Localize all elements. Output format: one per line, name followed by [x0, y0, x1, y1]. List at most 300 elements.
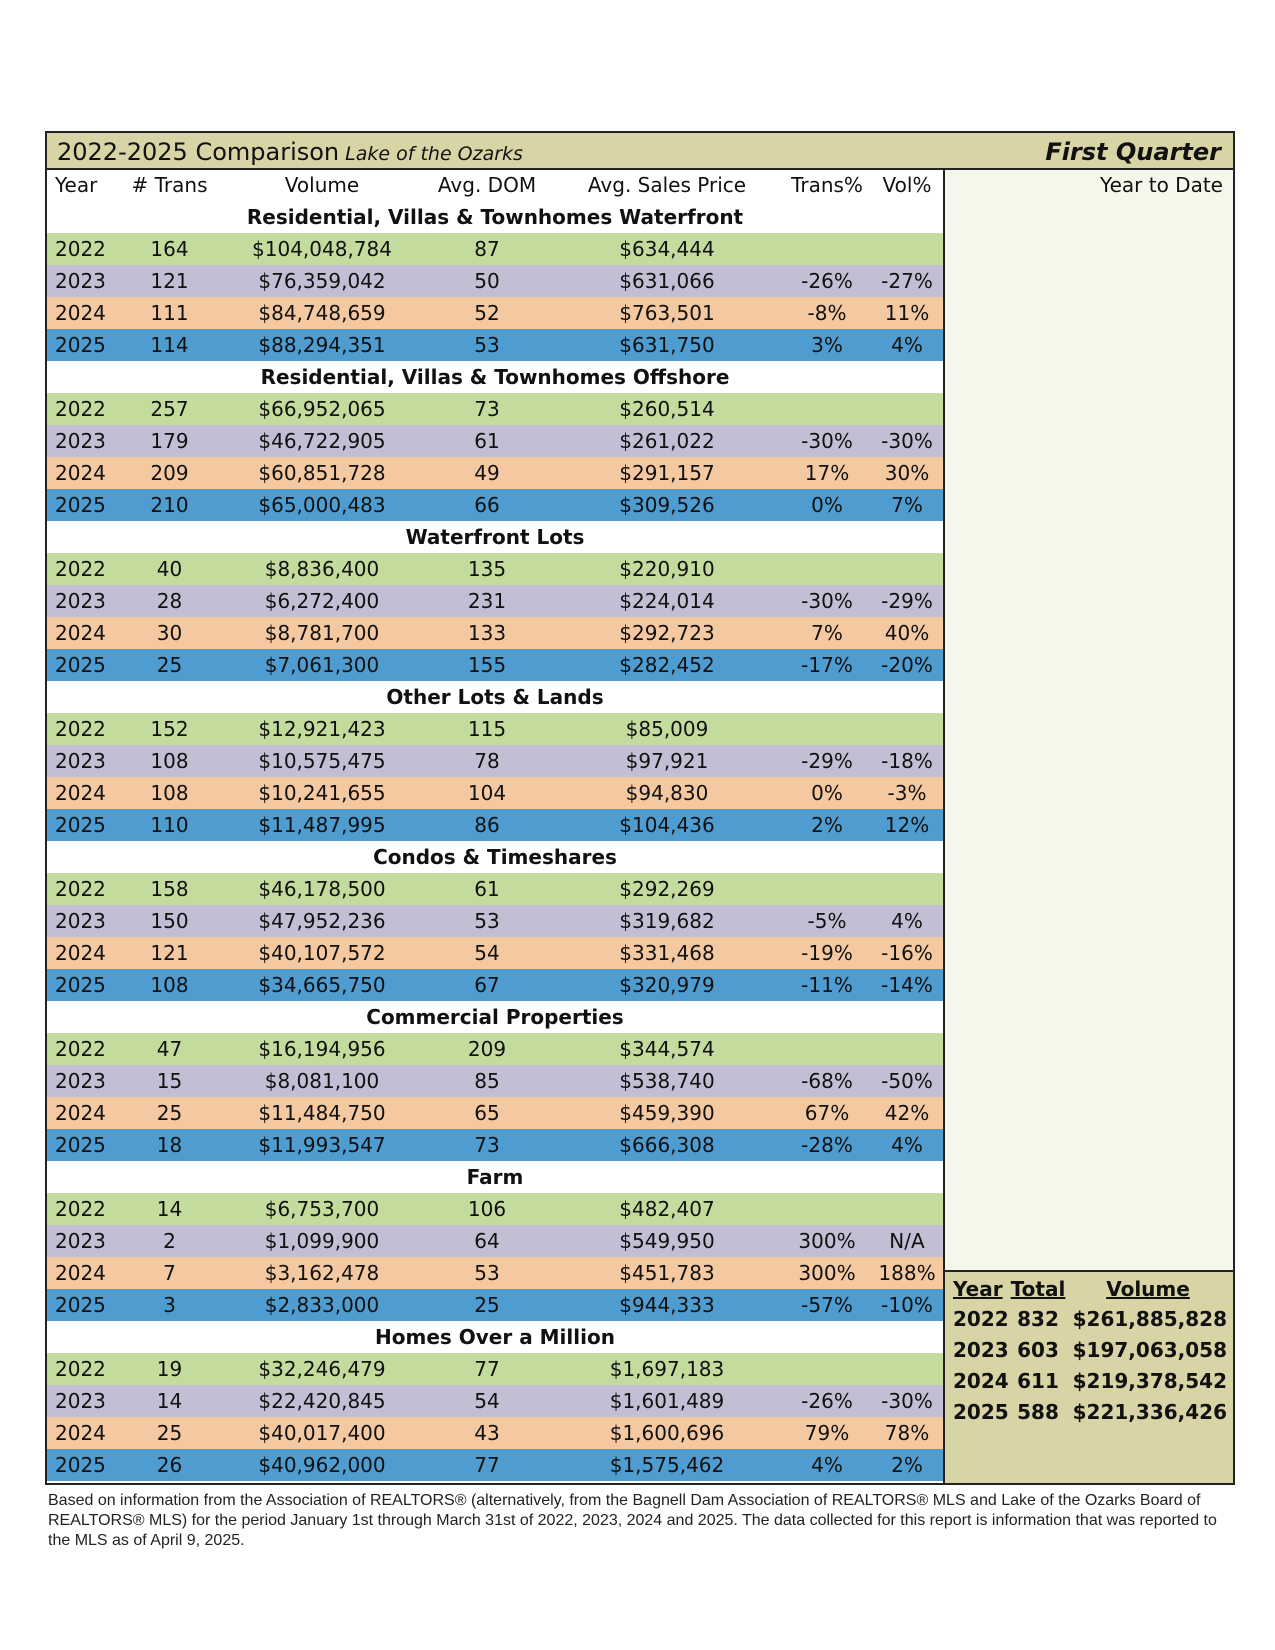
section-title: Waterfront Lots: [47, 521, 943, 553]
table-row: [47, 329, 943, 361]
cell-trans-pct: 0%: [811, 493, 843, 517]
cell-dom: 25: [474, 1293, 500, 1317]
cell-dom: 50: [474, 269, 500, 293]
table-row: [47, 745, 943, 777]
title-text: 2022-2025 Comparison: [57, 138, 340, 166]
title-location: Lake of the Ozarks: [345, 143, 523, 165]
cell-price: $763,501: [619, 301, 715, 325]
summary-year: 2022: [953, 1307, 1009, 1331]
table-row: [47, 1385, 943, 1417]
cell-vol-pct: [872, 713, 942, 745]
cell-trans-pct: [782, 1033, 872, 1065]
cell-dom: 104: [467, 781, 507, 805]
cell-price: $482,407: [619, 1197, 715, 1221]
cell-trans: 121: [150, 941, 189, 965]
cell-trans: 164: [150, 237, 189, 261]
cell-trans-pct: [782, 873, 872, 905]
cell-volume: $3,162,478: [264, 1261, 380, 1285]
cell-volume: $47,952,236: [258, 909, 386, 933]
table-row: [47, 777, 943, 809]
cell-price: $451,783: [619, 1261, 715, 1285]
cell-price: $260,514: [619, 397, 715, 421]
table-row: [47, 1193, 943, 1225]
cell-dom: 54: [474, 1389, 500, 1413]
cell-vol-pct: [872, 1193, 942, 1225]
cell-dom: 85: [474, 1069, 500, 1093]
cell-volume: $8,081,100: [264, 1069, 380, 1093]
cell-volume: $1,099,900: [264, 1229, 380, 1253]
cell-trans-pct: -68%: [801, 1069, 853, 1093]
cell-price: $666,308: [619, 1133, 715, 1157]
cell-vol-pct: N/A: [889, 1229, 925, 1253]
cell-price: $104,436: [619, 813, 715, 837]
cell-trans-pct: 2%: [811, 813, 843, 837]
cell-price: $1,600,696: [609, 1421, 725, 1445]
cell-trans-pct: -5%: [807, 909, 847, 933]
cell-trans: 25: [156, 653, 183, 677]
cell-volume: $66,952,065: [258, 397, 386, 421]
cell-price: $291,157: [619, 461, 715, 485]
cell-trans: 18: [156, 1133, 183, 1157]
table-row: [47, 553, 943, 585]
cell-year: 2023: [55, 429, 106, 453]
header-trans-pct: Trans%: [791, 173, 863, 197]
header-year: Year: [55, 173, 98, 197]
cell-volume: $84,748,659: [258, 301, 386, 325]
table-row: [47, 393, 943, 425]
cell-trans-pct: [782, 393, 872, 425]
cell-dom: 53: [474, 909, 500, 933]
section-title: Homes Over a Million: [47, 1321, 943, 1353]
cell-volume: $2,833,000: [264, 1293, 380, 1317]
cell-trans: 150: [150, 909, 189, 933]
cell-year: 2022: [55, 1197, 106, 1221]
cell-trans-pct: -8%: [807, 301, 847, 325]
cell-volume: $11,484,750: [258, 1101, 386, 1125]
cell-vol-pct: 11%: [884, 301, 930, 325]
cell-vol-pct: 4%: [891, 333, 923, 357]
cell-vol-pct: 4%: [891, 1133, 923, 1157]
cell-vol-pct: -16%: [881, 941, 933, 965]
cell-dom: 64: [474, 1229, 500, 1253]
cell-dom: 65: [474, 1101, 500, 1125]
cell-price: $85,009: [625, 717, 709, 741]
table-row: [47, 457, 943, 489]
title-bar: [47, 133, 1233, 170]
cell-price: $631,066: [619, 269, 715, 293]
cell-year: 2022: [55, 557, 106, 581]
cell-year: 2023: [55, 1229, 106, 1253]
cell-dom: 106: [467, 1197, 507, 1221]
section-title: Farm: [47, 1161, 943, 1193]
cell-vol-pct: -20%: [881, 653, 933, 677]
cell-dom: 155: [467, 653, 507, 677]
cell-year: 2025: [55, 653, 106, 677]
cell-price: $261,022: [619, 429, 715, 453]
cell-volume: $40,017,400: [258, 1421, 386, 1445]
table-row: [47, 1225, 943, 1257]
cell-dom: 209: [467, 1037, 507, 1061]
cell-trans-pct: -26%: [801, 1389, 853, 1413]
cell-vol-pct: -27%: [881, 269, 933, 293]
cell-year: 2024: [55, 461, 106, 485]
cell-volume: $11,487,995: [258, 813, 386, 837]
cell-volume: $6,753,700: [264, 1197, 380, 1221]
table-row: [47, 713, 943, 745]
cell-price: $1,697,183: [609, 1357, 725, 1381]
cell-dom: 231: [467, 589, 507, 613]
cell-vol-pct: 188%: [878, 1261, 936, 1285]
cell-year: 2023: [55, 1069, 106, 1093]
cell-trans: 110: [150, 813, 189, 837]
summary-volume: $197,063,058: [1072, 1338, 1227, 1362]
cell-price: $344,574: [619, 1037, 715, 1061]
section-title: Condos & Timeshares: [47, 841, 943, 873]
cell-year: 2022: [55, 877, 106, 901]
cell-trans: 209: [150, 461, 189, 485]
table-row: [47, 1129, 943, 1161]
table-row: [47, 1033, 943, 1065]
cell-year: 2024: [55, 621, 106, 645]
cell-trans-pct: 300%: [798, 1261, 856, 1285]
table-row: [47, 489, 943, 521]
cell-year: 2022: [55, 237, 106, 261]
cell-year: 2024: [55, 1101, 106, 1125]
cell-trans-pct: [782, 1193, 872, 1225]
cell-year: 2023: [55, 749, 106, 773]
table-row: [47, 617, 943, 649]
section-title: Residential, Villas & Townhomes Waterfront: [47, 201, 943, 233]
header-dom: Avg. DOM: [437, 173, 537, 197]
table-row: [47, 1257, 943, 1289]
cell-trans: 121: [150, 269, 189, 293]
cell-trans-pct: 79%: [804, 1421, 850, 1445]
cell-dom: 52: [474, 301, 500, 325]
cell-volume: $12,921,423: [258, 717, 386, 741]
cell-trans: 47: [156, 1037, 183, 1061]
table-row: [47, 1353, 943, 1385]
cell-price: $944,333: [619, 1293, 715, 1317]
cell-volume: $46,178,500: [258, 877, 386, 901]
summary-volume: $219,378,542: [1072, 1369, 1227, 1393]
cell-trans: 26: [156, 1453, 183, 1477]
cell-trans: 108: [150, 749, 189, 773]
cell-trans-pct: -17%: [801, 653, 853, 677]
table-row: [47, 1417, 943, 1449]
cell-trans: 210: [150, 493, 189, 517]
cell-volume: $40,962,000: [258, 1453, 386, 1477]
cell-price: $309,526: [619, 493, 715, 517]
cell-price: $1,601,489: [609, 1389, 725, 1413]
summary-total: 832: [1017, 1307, 1059, 1331]
cell-trans: 114: [150, 333, 189, 357]
cell-trans: 40: [156, 557, 183, 581]
table-row: [47, 873, 943, 905]
cell-trans: 108: [150, 973, 189, 997]
table-row: [47, 265, 943, 297]
cell-dom: 54: [474, 941, 500, 965]
cell-year: 2023: [55, 1389, 106, 1413]
cell-year: 2025: [55, 1133, 106, 1157]
cell-price: $292,269: [619, 877, 715, 901]
cell-trans: 158: [150, 877, 189, 901]
cell-dom: 87: [474, 237, 500, 261]
summary-volume: $261,885,828: [1072, 1307, 1227, 1331]
summary-total: 603: [1017, 1338, 1059, 1362]
column-headers: [47, 170, 943, 201]
cell-price: $220,910: [619, 557, 715, 581]
cell-vol-pct: -30%: [881, 429, 933, 453]
cell-trans: 152: [150, 717, 189, 741]
cell-volume: $8,836,400: [264, 557, 380, 581]
cell-trans-pct: -30%: [801, 429, 853, 453]
cell-vol-pct: 40%: [884, 621, 930, 645]
cell-dom: 86: [474, 813, 500, 837]
ytd-label: Year to Date: [1100, 173, 1223, 197]
cell-dom: 73: [474, 1133, 500, 1157]
cell-year: 2024: [55, 1421, 106, 1445]
cell-volume: $11,993,547: [258, 1133, 386, 1157]
cell-trans: 3: [163, 1293, 176, 1317]
summary-year: 2024: [953, 1369, 1009, 1393]
cell-trans: 2: [163, 1229, 176, 1253]
summary-total: 611: [1017, 1369, 1059, 1393]
summary-row: [945, 1366, 1233, 1396]
ytd-panel: [945, 170, 1233, 1270]
table-row: [47, 1065, 943, 1097]
table-row: [47, 937, 943, 969]
table-row: [47, 809, 943, 841]
cell-dom: 66: [474, 493, 500, 517]
cell-volume: $6,272,400: [264, 589, 380, 613]
cell-vol-pct: [872, 873, 942, 905]
cell-dom: 53: [474, 1261, 500, 1285]
table-row: [47, 297, 943, 329]
cell-year: 2022: [55, 1037, 106, 1061]
cell-volume: $88,294,351: [258, 333, 386, 357]
cell-dom: 67: [474, 973, 500, 997]
cell-trans: 108: [150, 781, 189, 805]
cell-trans: 14: [156, 1389, 183, 1413]
table-row: [47, 585, 943, 617]
cell-trans-pct: -57%: [801, 1293, 853, 1317]
cell-trans: 15: [156, 1069, 183, 1093]
comparison-table: [47, 170, 945, 1483]
cell-volume: $104,048,784: [252, 237, 392, 261]
summary-header: [945, 1274, 1233, 1304]
cell-year: 2022: [55, 397, 106, 421]
cell-trans-pct: -19%: [801, 941, 853, 965]
summary-year: 2023: [953, 1338, 1009, 1362]
cell-year: 2025: [55, 973, 106, 997]
cell-year: 2023: [55, 269, 106, 293]
cell-vol-pct: 78%: [884, 1421, 930, 1445]
cell-volume: $60,851,728: [258, 461, 386, 485]
cell-trans-pct: [782, 233, 872, 265]
section-title: Other Lots & Lands: [47, 681, 943, 713]
cell-price: $94,830: [625, 781, 709, 805]
cell-dom: 61: [474, 429, 500, 453]
cell-dom: 43: [474, 1421, 500, 1445]
report-title: [57, 138, 523, 166]
table-row: [47, 1289, 943, 1321]
cell-vol-pct: -18%: [881, 749, 933, 773]
cell-dom: 133: [467, 621, 507, 645]
cell-trans-pct: -11%: [801, 973, 853, 997]
cell-price: $319,682: [619, 909, 715, 933]
cell-year: 2025: [55, 493, 106, 517]
cell-trans-pct: 300%: [798, 1229, 856, 1253]
cell-year: 2022: [55, 717, 106, 741]
cell-year: 2024: [55, 781, 106, 805]
cell-vol-pct: [872, 233, 942, 265]
table-row: [47, 425, 943, 457]
cell-vol-pct: -30%: [881, 1389, 933, 1413]
table-row: [47, 1449, 943, 1481]
table-row: [47, 905, 943, 937]
cell-volume: $8,781,700: [264, 621, 380, 645]
cell-volume: $40,107,572: [258, 941, 386, 965]
cell-trans-pct: 0%: [811, 781, 843, 805]
section-list: [47, 201, 943, 1481]
cell-trans: 111: [150, 301, 189, 325]
cell-volume: $46,722,905: [258, 429, 386, 453]
footer-note: Based on information from the Association of REALTORS® (alternatively, from the Bagnell Dam Association of REALTORS® MLS and Lake of the Ozarks Board of REALTORS® MLS) for the period January 1st through March 31st of 2022, 2023, 2024 and 2025. The data collected for this report is information that was reported to the MLS as of April 9, 2025.: [48, 1492, 1217, 1549]
cell-price: $331,468: [619, 941, 715, 965]
cell-vol-pct: 2%: [891, 1453, 923, 1477]
cell-volume: $32,246,479: [258, 1357, 386, 1381]
cell-year: 2024: [55, 1261, 106, 1285]
cell-dom: 61: [474, 877, 500, 901]
cell-dom: 77: [474, 1357, 500, 1381]
summary-header-year: Year: [953, 1277, 1003, 1301]
ytd-summary-table: [945, 1270, 1233, 1483]
header-volume: Volume: [284, 173, 360, 197]
cell-dom: 135: [467, 557, 507, 581]
cell-price: $320,979: [619, 973, 715, 997]
cell-price: $282,452: [619, 653, 715, 677]
cell-trans-pct: 4%: [811, 1453, 843, 1477]
cell-vol-pct: [872, 393, 942, 425]
cell-trans: 28: [156, 589, 183, 613]
cell-year: 2025: [55, 333, 106, 357]
cell-vol-pct: -10%: [881, 1293, 933, 1317]
cell-year: 2024: [55, 941, 106, 965]
cell-dom: 115: [467, 717, 507, 741]
cell-price: $224,014: [619, 589, 715, 613]
cell-trans-pct: [782, 553, 872, 585]
cell-vol-pct: [872, 1353, 942, 1385]
cell-vol-pct: 30%: [884, 461, 930, 485]
cell-trans: 179: [150, 429, 189, 453]
cell-trans: 30: [156, 621, 183, 645]
summary-header-total: Total: [1010, 1277, 1066, 1301]
cell-year: 2022: [55, 1357, 106, 1381]
summary-row: [945, 1304, 1233, 1334]
cell-year: 2025: [55, 1293, 106, 1317]
cell-trans-pct: 7%: [811, 621, 843, 645]
cell-vol-pct: -29%: [881, 589, 933, 613]
table-row: [47, 969, 943, 1001]
header-price: Avg. Sales Price: [587, 173, 747, 197]
cell-volume: $22,420,845: [258, 1389, 386, 1413]
cell-vol-pct: -14%: [881, 973, 933, 997]
report-sheet: [45, 131, 1235, 1485]
cell-trans-pct: -30%: [801, 589, 853, 613]
section-title: Residential, Villas & Townhomes Offshore: [47, 361, 943, 393]
cell-vol-pct: [872, 553, 942, 585]
cell-trans: 25: [156, 1101, 183, 1125]
summary-row: [945, 1335, 1233, 1365]
cell-dom: 78: [474, 749, 500, 773]
summary-header-volume: Volume: [1106, 1277, 1190, 1301]
cell-year: 2024: [55, 301, 106, 325]
cell-trans-pct: [782, 713, 872, 745]
summary-total: 588: [1017, 1400, 1059, 1424]
cell-trans: 257: [150, 397, 189, 421]
cell-trans: 14: [156, 1197, 183, 1221]
cell-year: 2023: [55, 589, 106, 613]
period-label: First Quarter: [1045, 138, 1221, 166]
cell-dom: 49: [474, 461, 500, 485]
cell-volume: $10,241,655: [258, 781, 386, 805]
cell-trans: 19: [156, 1357, 183, 1381]
cell-volume: $76,359,042: [258, 269, 386, 293]
cell-trans-pct: -29%: [801, 749, 853, 773]
cell-price: $97,921: [625, 749, 709, 773]
cell-vol-pct: 42%: [884, 1101, 930, 1125]
cell-year: 2025: [55, 1453, 106, 1477]
cell-price: $634,444: [619, 237, 715, 261]
table-row: [47, 1097, 943, 1129]
cell-trans-pct: 3%: [811, 333, 843, 357]
cell-vol-pct: 12%: [884, 813, 930, 837]
cell-dom: 53: [474, 333, 500, 357]
cell-vol-pct: -3%: [887, 781, 927, 805]
cell-trans-pct: -28%: [801, 1133, 853, 1157]
cell-volume: $16,194,956: [258, 1037, 386, 1061]
cell-trans-pct: 17%: [804, 461, 850, 485]
cell-trans: 25: [156, 1421, 183, 1445]
header-trans: # Trans: [131, 173, 208, 197]
cell-trans-pct: [782, 1353, 872, 1385]
cell-price: $549,950: [619, 1229, 715, 1253]
cell-trans: 7: [163, 1261, 176, 1285]
cell-vol-pct: -50%: [881, 1069, 933, 1093]
table-row: [47, 649, 943, 681]
cell-vol-pct: 4%: [891, 909, 923, 933]
cell-vol-pct: [872, 1033, 942, 1065]
cell-price: $631,750: [619, 333, 715, 357]
cell-dom: 77: [474, 1453, 500, 1477]
cell-price: $292,723: [619, 621, 715, 645]
cell-volume: $34,665,750: [258, 973, 386, 997]
cell-volume: $65,000,483: [258, 493, 386, 517]
cell-price: $538,740: [619, 1069, 715, 1093]
cell-volume: $7,061,300: [264, 653, 380, 677]
section-title: Commercial Properties: [47, 1001, 943, 1033]
cell-vol-pct: 7%: [891, 493, 923, 517]
summary-year: 2025: [953, 1400, 1009, 1424]
header-vol-pct: Vol%: [882, 173, 932, 197]
summary-row: [945, 1397, 1233, 1427]
cell-year: 2023: [55, 909, 106, 933]
cell-price: $459,390: [619, 1101, 715, 1125]
cell-trans-pct: -26%: [801, 269, 853, 293]
cell-trans-pct: 67%: [804, 1101, 850, 1125]
summary-volume: $221,336,426: [1072, 1400, 1227, 1424]
cell-volume: $10,575,475: [258, 749, 386, 773]
